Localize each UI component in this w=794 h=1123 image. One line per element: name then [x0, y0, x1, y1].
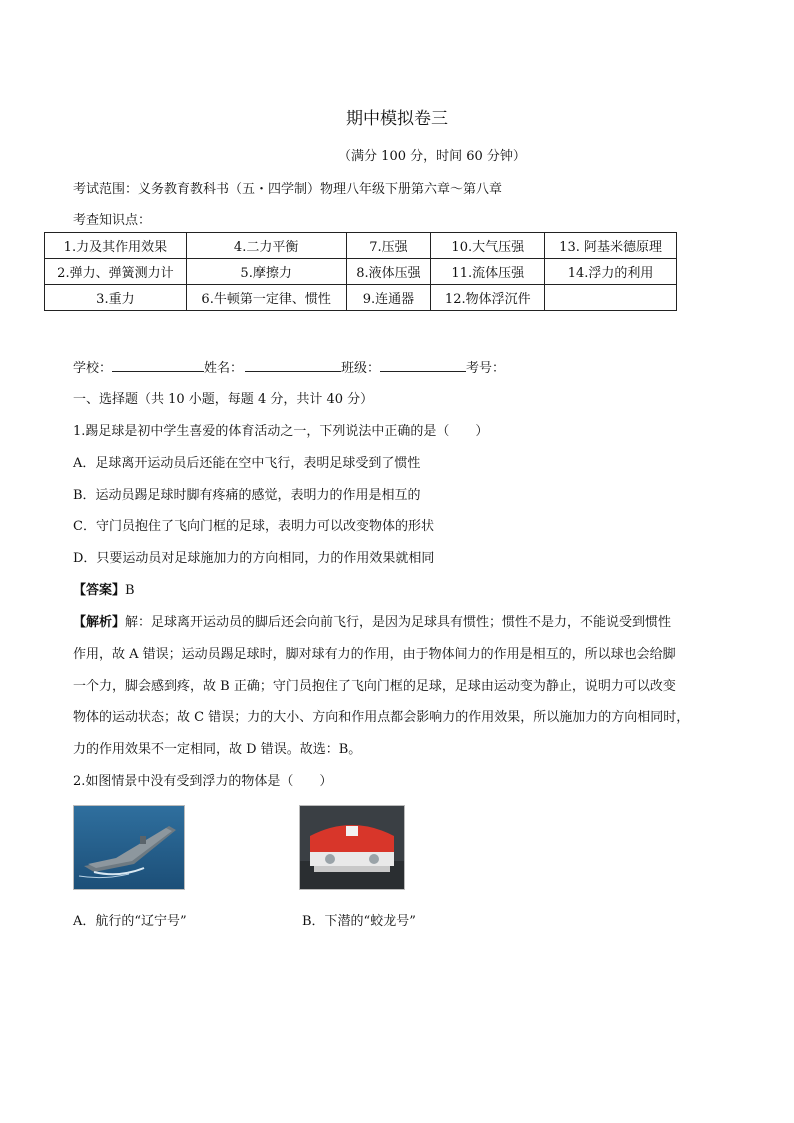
- q2-option-a: A．航行的“辽宁号”: [73, 914, 187, 929]
- q1-stem: 1.踢足球是初中学生喜爱的体育活动之一，下列说法中正确的是（ ）: [73, 424, 489, 439]
- q1-option-b: B．运动员踢足球时脚有疼痛的感觉，表明力的作用是相互的: [73, 488, 421, 503]
- analysis-label: 【解析】: [73, 615, 126, 630]
- knowledge-cell: 8.液体压强: [346, 259, 431, 285]
- q2-stem: 2.如图情景中没有受到浮力的物体是（ ）: [73, 774, 333, 789]
- knowledge-cell: 7.压强: [346, 233, 431, 259]
- q1-analysis-line-4: 物体的运动状态；故 C 错误；力的大小、方向和作用点都会影响力的作用效果，所以施加力的方向相同时，: [73, 710, 690, 725]
- knowledge-cell: 2.弹力、弹簧测力计: [45, 259, 187, 285]
- q1-analysis-line-3: 一个力，脚会感到疼，故 B 正确；守门员抱住了飞向门框的足球，足球由运动变为静止，说明力可以改变: [73, 679, 676, 694]
- knowledge-row: [45, 259, 677, 285]
- q1-analysis-line-5: 力的作用效果不一定相同，故 D 错误。故选：B。: [73, 742, 362, 757]
- class-blank[interactable]: [380, 358, 466, 372]
- knowledge-cell: 6.牛顿第一定律、惯性: [186, 285, 346, 311]
- knowledge-cell: 3.重力: [45, 285, 187, 311]
- q1-analysis-line-2: 作用，故 A 错误；运动员踢足球时，脚对球有力的作用，由于物体间力的作用是相互的，所以球也会给脚: [73, 647, 676, 662]
- class-label: 班级：: [341, 361, 381, 376]
- knowledge-cell: 1.力及其作用效果: [45, 233, 187, 259]
- knowledge-table: [44, 232, 677, 311]
- school-blank[interactable]: [112, 358, 204, 372]
- exam-scope: 考试范围：义务教育教科书（五・四学制）物理八年级下册第六章～第八章: [73, 182, 503, 197]
- q1-analysis-line-1: 【解析】解：足球离开运动员的脚后还会向前飞行，是因为足球具有惯性；惯性不是力，不能说受到惯性: [73, 615, 672, 630]
- knowledge-cell: 13. 阿基米德原理: [545, 233, 677, 259]
- knowledge-label: 考查知识点：: [73, 213, 152, 228]
- knowledge-row: [45, 233, 677, 259]
- school-label: 学校：: [73, 361, 113, 376]
- knowledge-cell: 10.大气压强: [431, 233, 545, 259]
- knowledge-cell: 12.物体浮沉件: [431, 285, 545, 311]
- page-title: 期中模拟卷三: [346, 109, 448, 129]
- knowledge-cell: 4.二力平衡: [186, 233, 346, 259]
- q1-option-d: D．只要运动员对足球施加力的方向相同，力的作用效果就相同: [73, 551, 435, 566]
- q2-option-b: B．下潜的“蛟龙号”: [302, 914, 416, 929]
- submersible-image: [299, 805, 405, 890]
- section-1-title: 一、选择题（共 10 小题，每题 4 分，共计 40 分）: [73, 392, 374, 407]
- knowledge-cell: 11.流体压强: [431, 259, 545, 285]
- knowledge-row: [45, 285, 677, 311]
- q1-option-c: C．守门员抱住了飞向门框的足球，表明力可以改变物体的形状: [73, 519, 434, 534]
- answer-value: B: [125, 583, 135, 598]
- aircraft-carrier-image: [73, 805, 185, 890]
- exam-no-label: 考号：: [466, 361, 506, 376]
- answer-label: 【答案】: [73, 583, 126, 598]
- q1-answer: [73, 579, 135, 598]
- page-subtitle: （满分 100 分，时间 60 分钟）: [338, 149, 526, 164]
- knowledge-cell: 5.摩擦力: [186, 259, 346, 285]
- knowledge-cell: 9.连通器: [346, 285, 431, 311]
- name-label: 姓名：: [204, 361, 244, 376]
- knowledge-cell: [545, 285, 677, 311]
- q1-option-a: A．足球离开运动员后还能在空中飞行，表明足球受到了惯性: [73, 456, 421, 471]
- name-blank[interactable]: [245, 358, 341, 372]
- knowledge-cell: 14.浮力的利用: [545, 259, 677, 285]
- info-fields: [73, 357, 505, 376]
